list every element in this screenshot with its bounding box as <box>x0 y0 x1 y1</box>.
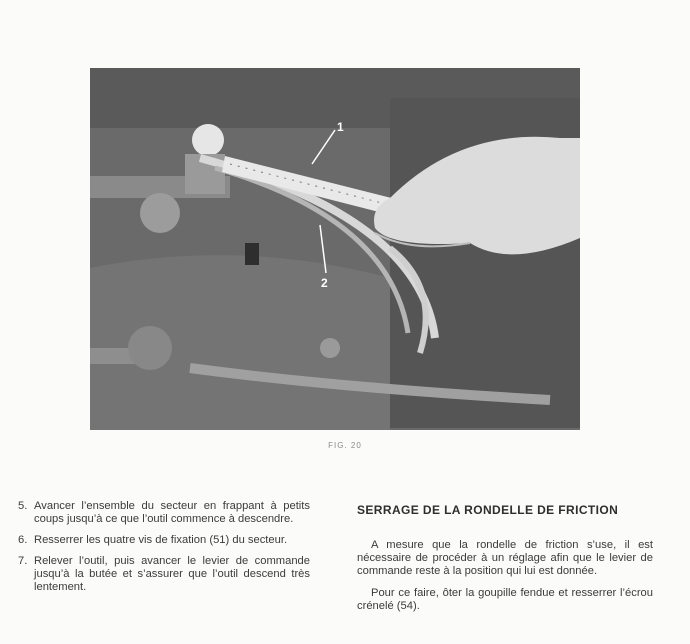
paragraph: A mesure que la rondelle de friction s’use, il est nécessaire de procéder à un réglage afin que le levier de commande reste à la position qui lui est donnée. <box>357 539 653 577</box>
step-text: Relever l’outil, puis avancer le levier de commande jusqu’à la butée et s’assurer que l’outil descend très lentement. <box>34 555 310 593</box>
step-text: Avancer l’ensemble du secteur en frappant à petits coups jusqu’à ce que l’outil commence à descendre. <box>34 500 310 525</box>
figure-caption: FIG. 20 <box>328 441 362 450</box>
paragraph: Pour ce faire, ôter la goupille fendue et resserrer l’écrou crénelé (54). <box>357 587 653 612</box>
friction-washer-section <box>357 503 653 622</box>
list-item <box>18 555 310 594</box>
list-item <box>18 534 310 547</box>
step-number: 6. <box>18 534 28 546</box>
figure-photo <box>90 68 580 430</box>
step-number: 7. <box>18 555 28 567</box>
callout-2: 2 <box>321 276 328 290</box>
callout-1: 1 <box>337 120 344 134</box>
list-item <box>18 500 310 526</box>
step-number: 5. <box>18 500 28 512</box>
section-title: SERRAGE DE LA RONDELLE DE FRICTION <box>357 503 619 517</box>
step-text: Resserrer les quatre vis de fixation (51) du secteur. <box>34 534 288 546</box>
steps-list <box>18 500 310 602</box>
